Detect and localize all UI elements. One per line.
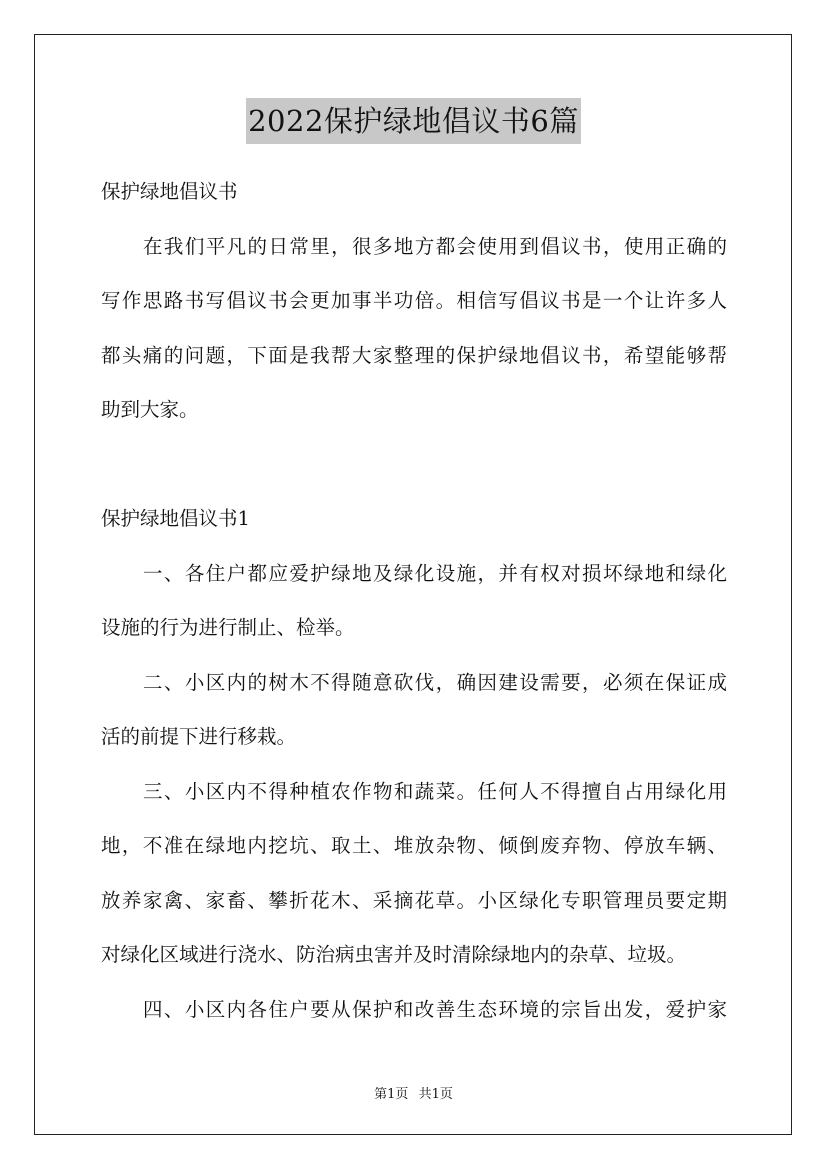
paragraph-line: 一、各住户都应爱护绿地及绿化设施，并有权对损坏绿地和绿化	[143, 561, 727, 585]
paragraph-line: 地，不准在绿地内挖坑、取土、堆放杂物、倾倒废弃物、停放车辆、	[101, 834, 727, 857]
document-body	[101, 174, 727, 1046]
section-heading: 保护绿地倡议书1	[101, 507, 250, 530]
paragraph-line: 活的前提下进行移栽。	[101, 725, 297, 748]
paragraph-line: 对绿化区域进行浇水、防治病虫害并及时清除绿地内的杂草、垃圾。	[101, 943, 687, 966]
page-number: 第1页	[374, 1087, 409, 1102]
blank-line	[101, 447, 727, 502]
paragraph-line: 都头痛的问题，下面是我帮大家整理的保护绿地倡议书，希望能够帮	[101, 343, 727, 367]
document-title: 2022保护绿地倡议书6篇	[246, 98, 581, 144]
paragraph-line: 助到大家。	[101, 398, 199, 421]
page-total: 共1页	[418, 1087, 453, 1102]
section-heading: 保护绿地倡议书	[101, 180, 238, 203]
paragraph-line: 在我们平凡的日常里，很多地方都会使用到倡议书，使用正确的	[143, 234, 727, 258]
page-footer	[0, 1083, 827, 1102]
paragraph-line: 写作思路书写倡议书会更加事半功倍。相信写倡议书是一个让许多人	[101, 289, 727, 312]
title-container	[0, 98, 827, 144]
paragraph-line: 三、小区内不得种植农作物和蔬菜。任何人不得擅自占用绿化用	[143, 779, 727, 803]
paragraph-line: 四、小区内各住户要从保护和改善生态环境的宗旨出发，爱护家	[143, 997, 727, 1021]
paragraph-line: 设施的行为进行制止、检举。	[101, 616, 355, 639]
paragraph-line: 二、小区内的树木不得随意砍伐，确因建设需要，必须在保证成	[143, 670, 727, 694]
paragraph-line: 放养家禽、家畜、攀折花木、采摘花草。小区绿化专职管理员要定期	[101, 888, 727, 912]
